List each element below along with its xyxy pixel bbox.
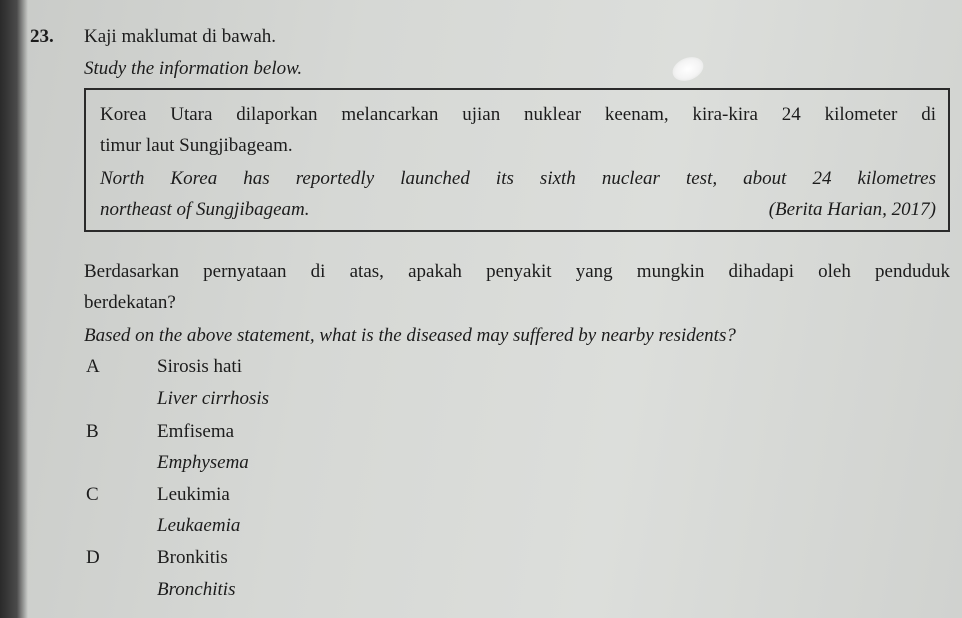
info-english-line-2: northeast of Sungjibageam. [100,199,310,220]
option-c-letter: C [86,484,99,505]
option-c-malay: Leukimia [157,484,230,505]
info-source: (Berita Harian, 2017) [768,199,936,220]
option-a-english: Liver cirrhosis [157,388,270,409]
instruction-malay: Kaji maklumat di bawah. [84,26,277,47]
info-malay-line-1: Korea Utara dilaporkan melancarkan ujian nuklear keenam, kira-kira 24 kilometer di [100,104,936,125]
option-a-letter: A [86,356,100,377]
info-english-line-1: North Korea has reportedly launched its sixth nuclear test, about 24 kilometres [100,168,936,189]
option-b-letter: B [86,421,99,442]
prompt-malay-line-2: berdekatan? [84,292,176,313]
light-glare [669,53,707,85]
info-malay-line-2: timur laut Sungjibageam. [100,135,293,156]
left-edge-shadow [0,0,28,618]
option-b-malay: Emfisema [157,421,235,442]
option-d-letter: D [86,547,100,568]
instruction-english: Study the information below. [84,58,303,79]
option-c-english: Leukaemia [157,515,241,536]
prompt-english: Based on the above statement, what is the diseased may suffered by nearby residents? [84,325,736,346]
option-b-english: Emphysema [157,452,249,473]
option-d-english: Bronchitis [157,579,236,600]
option-d-malay: Bronkitis [157,547,228,568]
question-number: 23. [30,26,54,47]
prompt-malay-line-1: Berdasarkan pernyataan di atas, apakah penyakit yang mungkin dihadapi oleh penduduk [84,261,950,282]
option-a-malay: Sirosis hati [157,356,242,377]
